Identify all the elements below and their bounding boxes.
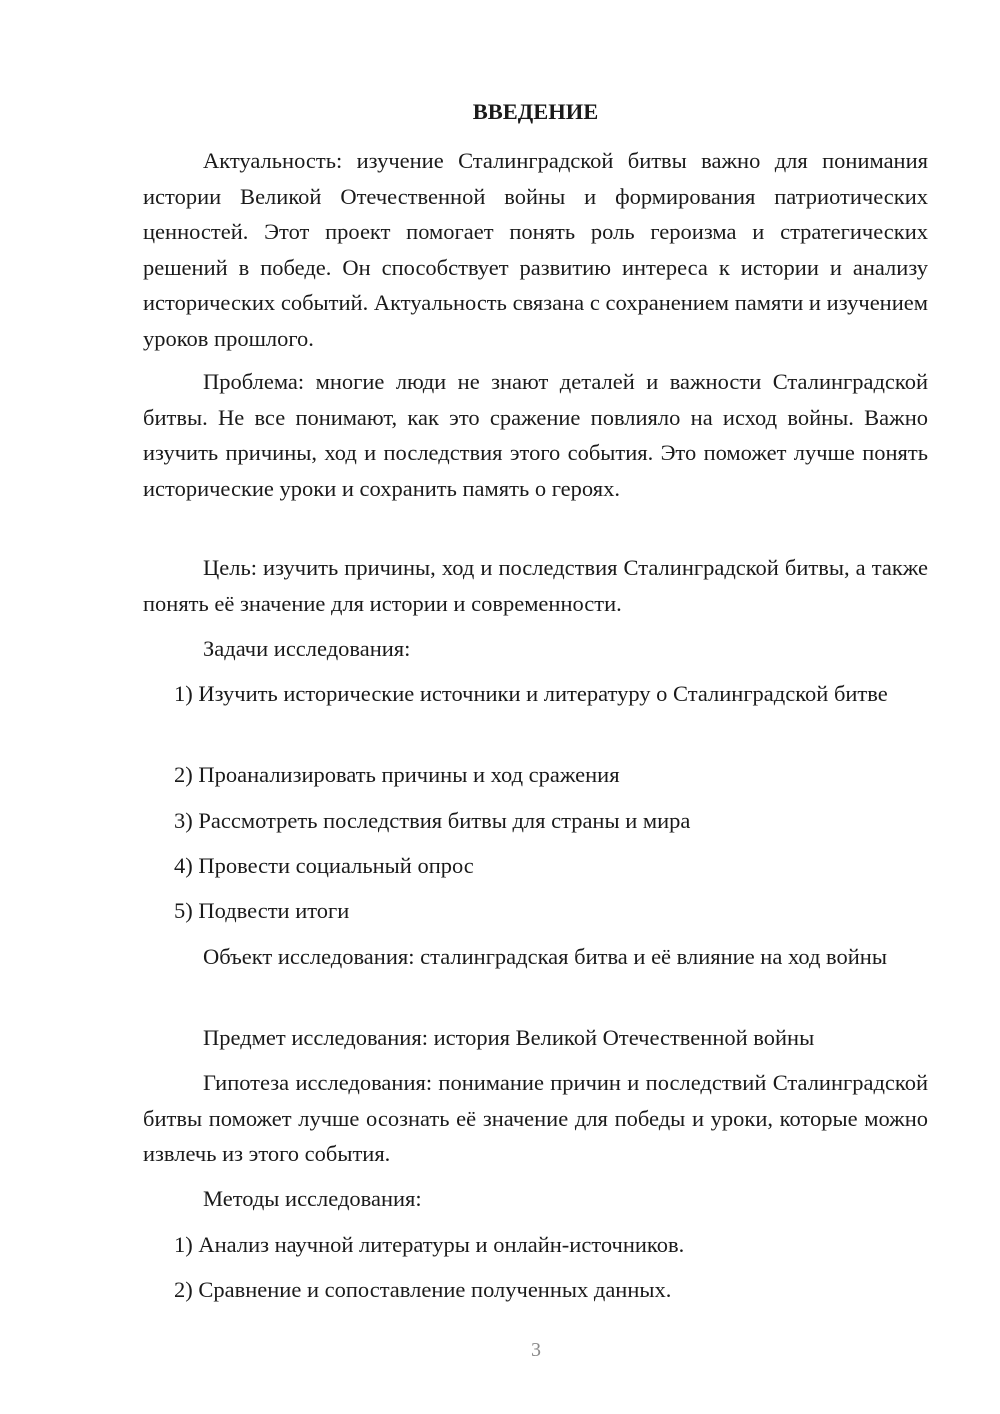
page-number: 3 <box>531 1339 541 1361</box>
problem-paragraph: Проблема: многие люди не знают деталей и важности Сталинградской битвы. Не все понимают, как это сражение повлияло на исход войны. Важно изучить причины, ход и последствия этого события. Это поможет лучше понять исторические уроки и сохранить память о героях. <box>143 369 928 501</box>
method-item-2: 2) Сравнение и сопоставление полученных данных. <box>174 1277 672 1302</box>
relevance-paragraph: Актуальность: изучение Сталинградской битвы важно для понимания истории Великой Отечественной войны и формирования патриотических ценностей. Этот проект помогает понять роль героизма и стратегических решений в победе. Он способствует развитию интереса к истории и анализу исторических событий. Актуальность связана с сохранением памяти и изучением уроков прошлого. <box>143 148 928 351</box>
subject-paragraph: Предмет исследования: история Великой Отечественной войны <box>203 1025 815 1050</box>
task-item-5: 5) Подвести итоги <box>174 898 350 923</box>
section-title: ВВЕДЕНИЕ <box>472 99 599 124</box>
hypothesis-paragraph: Гипотеза исследования: понимание причин и последствий Сталинградской битвы поможет лучше осознать её значение для победы и уроки, которые можно извлечь из этого события. <box>143 1070 928 1166</box>
method-item-1: 1) Анализ научной литературы и онлайн-источников. <box>174 1232 685 1257</box>
goal-paragraph: Цель: изучить причины, ход и последствия Сталинградской битвы, а также понять её значение для истории и современности. <box>143 555 928 616</box>
task-item-2: 2) Проанализировать причины и ход сражения <box>174 762 620 787</box>
task-item-3: 3) Рассмотреть последствия битвы для страны и мира <box>174 808 691 833</box>
object-paragraph: Объект исследования: сталинградская битва и её влияние на ход войны <box>203 944 887 969</box>
methods-heading: Методы исследования: <box>203 1186 422 1211</box>
tasks-heading: Задачи исследования: <box>203 636 411 661</box>
task-item-1: 1) Изучить исторические источники и литературу о Сталинградской битве <box>174 681 888 706</box>
task-item-4: 4) Провести социальный опрос <box>174 853 474 878</box>
